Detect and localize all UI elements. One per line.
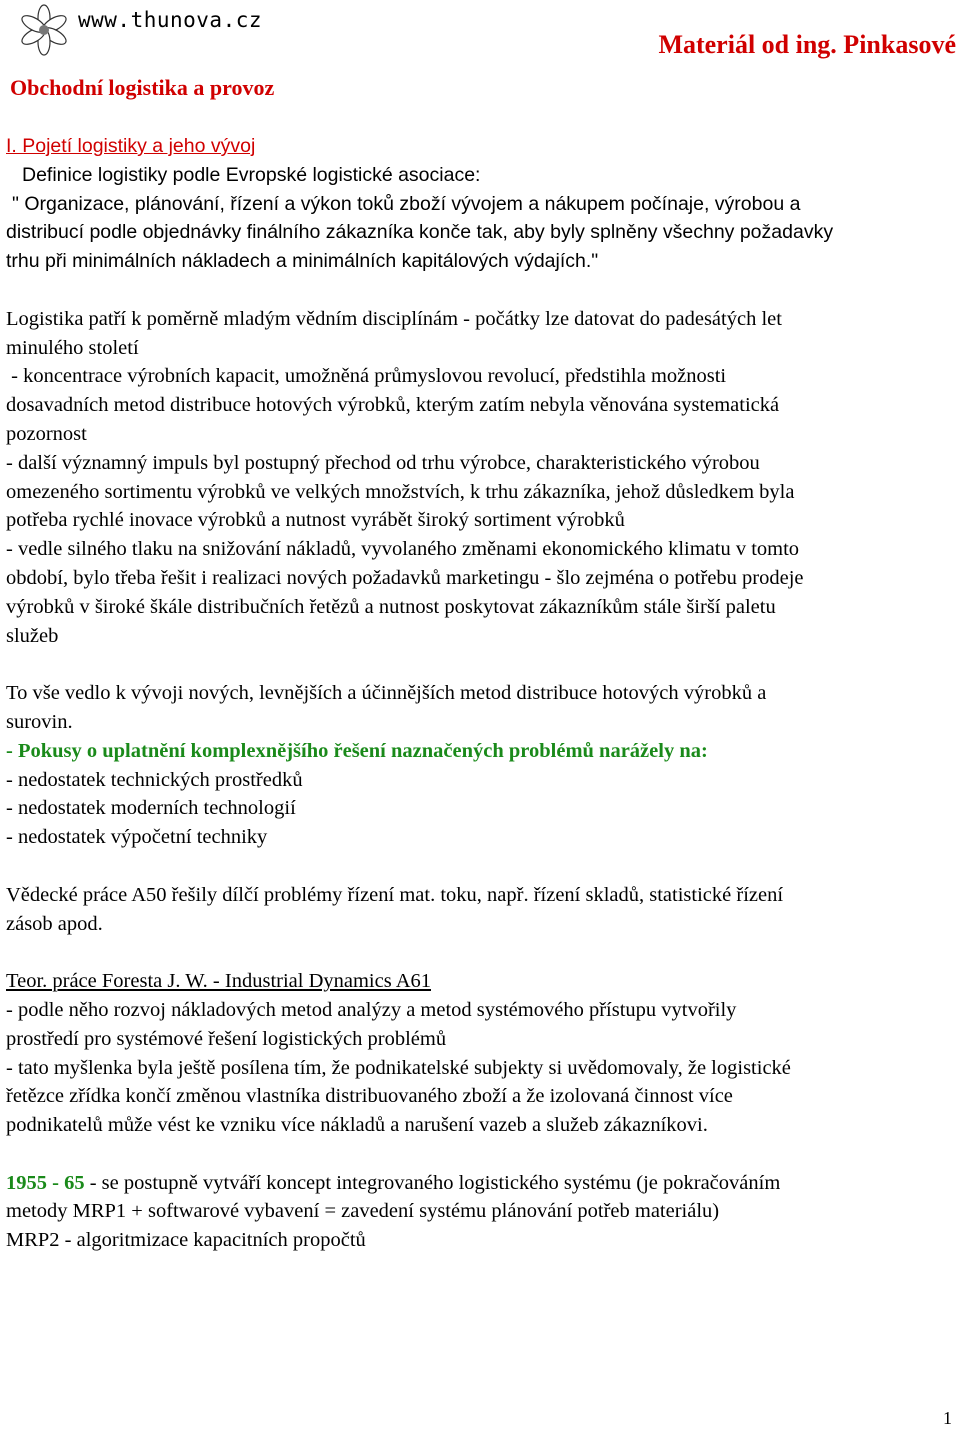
definition-line: " Organizace, plánování, řízení a výkon toků zboží vývojem a nákupem počínaje, výrobou a xyxy=(12,192,801,215)
paragraph-line: Vědecké práce A50 řešily dílčí problémy řízení mat. toku, např. řízení skladů, statistické řízení xyxy=(6,883,784,906)
paragraph-line: minulého století xyxy=(6,336,139,359)
period-line xyxy=(6,1169,956,1198)
paragraph-line: pozornost xyxy=(6,422,87,445)
attempts-heading: - Pokusy o uplatnění komplexnějšího řešení naznačených problémů narážely na: xyxy=(6,739,708,762)
paragraph-line: surovin. xyxy=(6,710,73,733)
period-line: MRP2 - algoritmizace kapacitních propočtů xyxy=(6,1229,366,1252)
paragraph-line: - další významný impuls byl postupný přechod od trhu výrobce, charakteristického výrobou xyxy=(6,451,760,474)
paragraph-line: - tato myšlenka byla ještě posílena tím, že podnikatelské subjekty si uvědomovaly, že logistické xyxy=(6,1056,791,1079)
page-header xyxy=(0,0,960,120)
paragraph-line: To vše vedlo k vývoji nových, levnějších a účinnějších metod distribuce hotových výrobků a xyxy=(6,682,767,705)
site-logo-text[interactable]: www.thunova.cz xyxy=(78,8,263,32)
paragraph-line: řetězce zřídka končí změnou vlastníka distribuovaného zboží a že izolovaná činnost více xyxy=(6,1085,733,1108)
period-text: - se postupně vytváří koncept integrovaného logistického systému (je pokračováním xyxy=(84,1171,781,1194)
paragraph-line: podnikatelů může vést ke vzniku více nákladů a narušení vazeb a služeb zákazníkovi. xyxy=(6,1114,708,1137)
document-body xyxy=(6,132,956,1255)
definition-line: distribucí podle objednávky finálního zákazníka konče tak, aby byly splněny všechny požadavky xyxy=(6,221,834,244)
paragraph-line: - podle něho rozvoj nákladových metod analýzy a metod systémového přístupu vytvořily xyxy=(6,998,737,1021)
paragraph-line: služeb xyxy=(6,624,59,647)
list-item: - nedostatek moderních technologií xyxy=(6,797,296,820)
flower-logo-icon xyxy=(14,4,74,56)
period-line: metody MRP1 + softwarové vybavení = zavedení systému plánování potřeb materiálu) xyxy=(6,1200,720,1223)
paragraph-line: omezeného sortimentu výrobků ve velkých množstvích, k trhu zákazníka, jehož důsledkem byla xyxy=(6,480,795,503)
paragraph-line: prostředí pro systémové řešení logistických problémů xyxy=(6,1027,447,1050)
author-title: Materiál od ing. Pinkasové xyxy=(658,30,956,59)
paragraph-line: Logistika patří k poměrně mladým vědním disciplínám - počátky lze datovat do padesátých let xyxy=(6,307,782,330)
list-item: - nedostatek technických prostředků xyxy=(6,768,303,791)
section-title: I. Pojetí logistiky a jeho vývoj xyxy=(6,135,256,157)
page-number: 1 xyxy=(943,1408,952,1428)
forest-heading: Teor. práce Foresta J. W. - Industrial Dynamics A61 xyxy=(6,970,431,993)
paragraph-line: - vedle silného tlaku na snižování nákladů, vyvolaného změnami ekonomického klimatu v tomto xyxy=(6,538,800,561)
period-years: 1955 - 65 xyxy=(6,1171,85,1194)
paragraph-line: potřeba rychlé inovace výrobků a nutnost vyrábět široký sortiment výrobků xyxy=(6,509,625,532)
paragraph-line: - koncentrace výrobních kapacit, umožněná průmyslovou revolucí, předstihla možnosti xyxy=(6,365,727,388)
paragraph-line: dosavadních metod distribuce hotových výrobků, kterým zatím nebyla věnována systematická xyxy=(6,394,780,417)
definition-label: Definice logistiky podle Evropské logistické asociace: xyxy=(22,163,481,186)
course-title: Obchodní logistika a provoz xyxy=(10,75,275,100)
paragraph-line: výrobků v široké škále distribučních řetězů a nutnost poskytovat zákazníkům stále širší paletu xyxy=(6,595,776,618)
definition-line: trhu při minimálních nákladech a minimálních kapitálových výdajích." xyxy=(6,250,599,273)
paragraph-line: období, bylo třeba řešit i realizaci nových požadavků marketingu - šlo zejména o potřebu prodeje xyxy=(6,566,804,589)
list-item: - nedostatek výpočetní techniky xyxy=(6,826,268,849)
paragraph-line: zásob apod. xyxy=(6,912,103,935)
